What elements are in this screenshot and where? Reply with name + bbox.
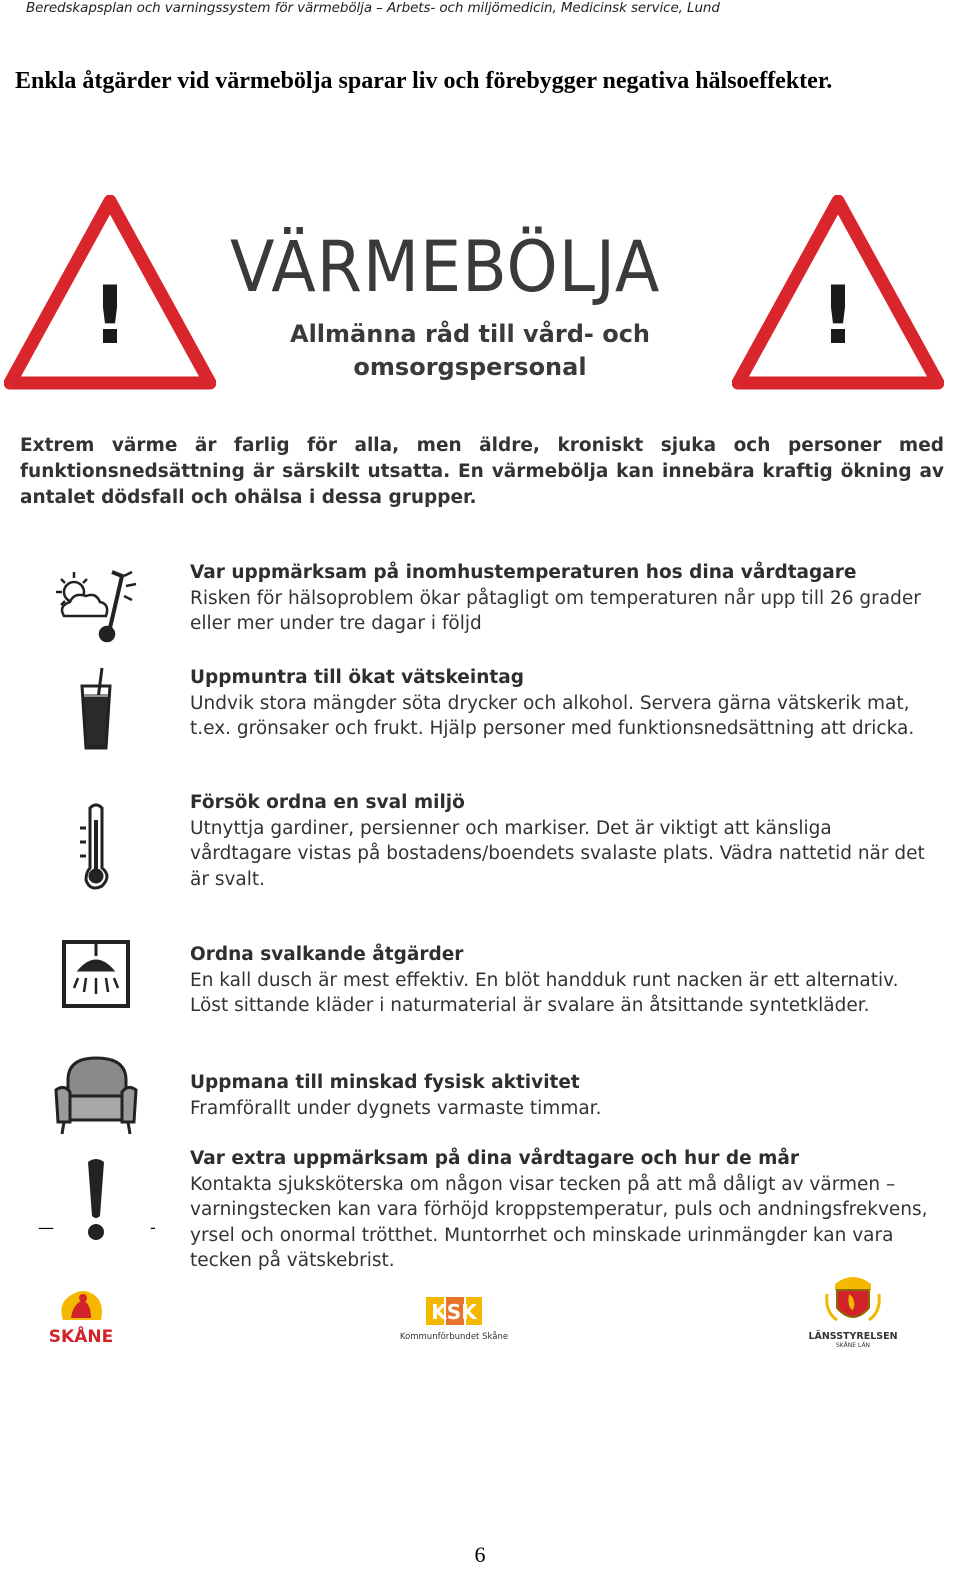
poster-title: VÄRMEBÖLJA	[230, 226, 661, 308]
warning-glyph-left: !	[91, 269, 129, 362]
skane-griffin-icon	[53, 1288, 109, 1322]
advice-body: Framförallt under dygnets varmaste timmar.	[190, 1097, 602, 1119]
logo-region-lansstyrelsen	[790, 1274, 916, 1349]
warning-glyph-right: !	[819, 269, 857, 362]
logo-region-kommunforbundet	[388, 1295, 520, 1342]
kommunforbundet-logo-icon	[424, 1295, 484, 1327]
logo-skane-text: SKÅNE	[48, 1327, 114, 1347]
poster-subtitle	[240, 318, 700, 384]
document-title: Enkla åtgärder vid värmebölja sparar liv och förebygger negativa hälsoeffekter.	[15, 68, 833, 94]
logo-region-skane	[42, 1288, 120, 1347]
logo-kommunforbundet-text: Kommunförbundet Skåne	[399, 1332, 509, 1342]
stray-dash-right: -	[150, 1218, 156, 1237]
advice-heading: Uppmuntra till ökat vätskeintag	[190, 667, 524, 688]
advice-body: En kall dusch är mest effektiv. En blöt handduk runt nacken är ett alternativ. Löst sittande kläder i naturmaterial är svalare än åtsittande syntetkläder.	[190, 969, 899, 1016]
stray-dash-left: —	[38, 1218, 54, 1237]
drink-glass-icon	[50, 662, 142, 754]
poster-subtitle-line1: Allmänna råd till vård- och	[290, 320, 650, 348]
running-header: Beredskapsplan och varningssystem för värmebölja – Arbets- och miljömedicin, Medicinsk service, Lund	[26, 0, 720, 16]
exclamation-icon	[50, 1156, 142, 1248]
advice-heading: Uppmana till minskad fysisk aktivitet	[190, 1072, 580, 1093]
advice-heading: Försök ordna en sval miljö	[190, 792, 465, 813]
warning-triangle-left-icon	[4, 195, 216, 391]
kommunforbundet-mark: KSK	[431, 1300, 477, 1324]
thermometer-icon	[50, 798, 142, 890]
advice-heading: Ordna svalkande åtgärder	[190, 944, 464, 965]
sun-cloud-thermometer-icon	[50, 564, 142, 656]
logo-lansstyrelsen-text: LÄNSSTYRELSEN	[808, 1331, 898, 1342]
advice-heading: Var uppmärksam på inomhustemperaturen hos dina vårdtagare	[190, 562, 857, 583]
advice-body: Risken för hälsoproblem ökar påtagligt om temperaturen når upp till 26 grader eller mer under tre dagar i följd	[190, 587, 921, 634]
logo-lansstyrelsen-sub: SKÅNE LÄN	[835, 1342, 871, 1349]
intro-paragraph: Extrem värme är farlig för alla, men äldre, kroniskt sjuka och personer med funktionsnedsättning är särskilt utsatta. En värmebölja kan innebära kraftig ökning av antalet dödsfall och ohälsa i dessa grupper.	[20, 435, 944, 508]
armchair-icon	[50, 1050, 142, 1142]
advice-body: Kontakta sjuksköterska om någon visar tecken på att må dåligt av värmen – varningstecken kan vara förhöjd kroppstemperatur, puls och andningsfrekvens, yrsel och onormal trötthet. Muntorrhet och minskade urinmängder kan vara tecken på vätskebrist.	[190, 1173, 928, 1271]
advice-heading: Var extra uppmärksam på dina vårdtagare och hur de mår	[190, 1148, 800, 1169]
warning-triangle-right-icon	[732, 195, 944, 391]
lansstyrelsen-crest-icon	[825, 1274, 881, 1326]
page-number: 6	[474, 1542, 486, 1567]
poster-subtitle-line2: omsorgspersonal	[353, 353, 587, 381]
shower-icon	[50, 938, 142, 1030]
advice-body: Utnyttja gardiner, persienner och markiser. Det är viktigt att känsliga vårdtagare vistas på bostadens/boendets svalaste plats. Vädra nattetid när det är svalt.	[190, 817, 925, 890]
advice-body: Undvik stora mängder söta drycker och alkohol. Servera gärna vätskerik mat, t.ex. grönsaker och frukt. Hjälp personer med funktionsnedsättning att dricka.	[190, 692, 915, 739]
